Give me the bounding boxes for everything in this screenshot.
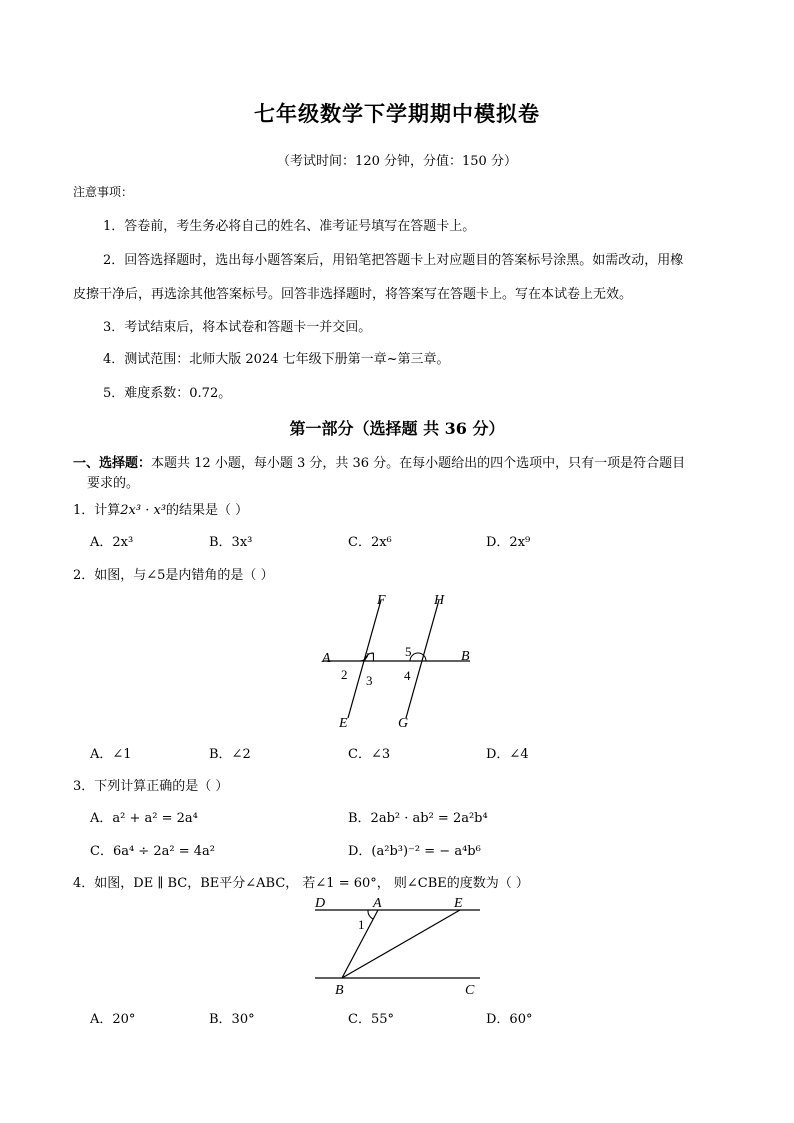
question-2-stem: 2．如图，与∠5是内错角的是（ ）	[73, 568, 274, 583]
page-title: 七年级数学下学期期中模拟卷	[254, 101, 540, 126]
exam-info: （考试时间：120 分钟，分值：150 分）	[277, 154, 517, 169]
question-3-stem: 3．下列计算正确的是（ ）	[73, 779, 229, 794]
q3-option-b: B．2ab² · ab² = 2a²b⁴	[348, 811, 488, 826]
label-h: H	[434, 593, 445, 608]
q1-option-a: A．2x³	[90, 535, 134, 550]
q2-option-d: D．∠4	[486, 747, 529, 762]
q1-stem-math: 2x³ · x³	[120, 503, 167, 518]
notice-item: 5．难度系数：0.72。	[103, 386, 232, 401]
q3-option-c: C．6a⁴ ÷ 2a² = 4a²	[90, 844, 215, 859]
angle-1-arc	[368, 910, 373, 919]
notice-item: 4．测试范围：北师大版 2024 七年级下册第一章~第三章。	[103, 352, 450, 367]
label-b: B	[335, 983, 344, 998]
q2-option-c: C．∠3	[348, 747, 391, 762]
label-e: E	[339, 716, 348, 731]
q2-option-a: A．∠1	[90, 747, 132, 762]
notice-item: 3．考试结束后，将本试卷和答题卡一并交回。	[103, 320, 372, 335]
label-5: 5	[405, 644, 412, 659]
q1-option-d: D．2x⁹	[486, 535, 531, 550]
q3-option-d: D．(a²b³)⁻² = − a⁴b⁶	[348, 844, 481, 859]
q4-option-b: B．30°	[209, 1012, 255, 1027]
q1-stem-suffix: 的结果是（ ）	[166, 503, 249, 518]
section-intro-prefix: 一、选择题：	[73, 456, 152, 471]
section-intro-text: 本题共 12 小题，每小题 3 分，共 36 分。在每小题给出的四个选项中，只有一项是符合题目	[151, 456, 686, 471]
label-4: 4	[404, 668, 411, 683]
label-b: B	[461, 649, 470, 664]
q2-option-b: B．∠2	[209, 747, 251, 762]
q4-option-a: A．20°	[90, 1012, 136, 1027]
q4-option-c: C．55°	[348, 1012, 394, 1027]
label-d: D	[315, 896, 326, 911]
q4-figure	[305, 893, 490, 1003]
notice-item-continued: 皮擦干净后，再选涂其他答案标号。回答非选择题时，将答案写在答题卡上。写在本试卷上无效。	[73, 287, 633, 302]
label-1: 1	[370, 649, 377, 664]
section-intro-line1	[73, 452, 685, 471]
notice-heading: 注意事项：	[73, 185, 134, 199]
label-f: F	[377, 593, 386, 608]
q3-option-a: A．a² + a² = 2a⁴	[90, 811, 198, 826]
line-gh	[406, 600, 439, 718]
angle-2-arc	[360, 653, 368, 661]
label-1: 1	[358, 917, 365, 932]
q4-option-d: D．60°	[486, 1012, 533, 1027]
section-intro-line2: 要求的。	[87, 476, 140, 491]
question-1-stem	[73, 499, 248, 518]
label-a: A	[322, 651, 331, 666]
label-c: C	[465, 983, 475, 998]
label-2: 2	[341, 667, 348, 682]
q1-option-c: C．2x⁶	[348, 535, 392, 550]
question-4-stem: 4．如图，DE ∥ BC，BE平分∠ABC， 若∠1 = 60°， 则∠CBE的度数为（ ）	[73, 876, 529, 891]
section-title: 第一部分（选择题 共 36 分）	[289, 419, 505, 438]
notice-item: 1．答卷前，考生务必将自己的姓名、准考证号填写在答题卡上。	[103, 219, 476, 234]
label-3: 3	[366, 673, 373, 688]
label-g: G	[398, 716, 409, 731]
label-e: E	[454, 896, 463, 911]
notice-item: 2．回答选择题时，选出每小题答案后，用铅笔把答题卡上对应题目的答案标号涂黑。如需改动，用橡	[103, 253, 684, 268]
q2-figure	[315, 588, 485, 733]
q1-stem-prefix: 1．计算	[73, 503, 121, 518]
label-a: A	[373, 896, 382, 911]
q1-option-b: B．3x³	[209, 535, 253, 550]
